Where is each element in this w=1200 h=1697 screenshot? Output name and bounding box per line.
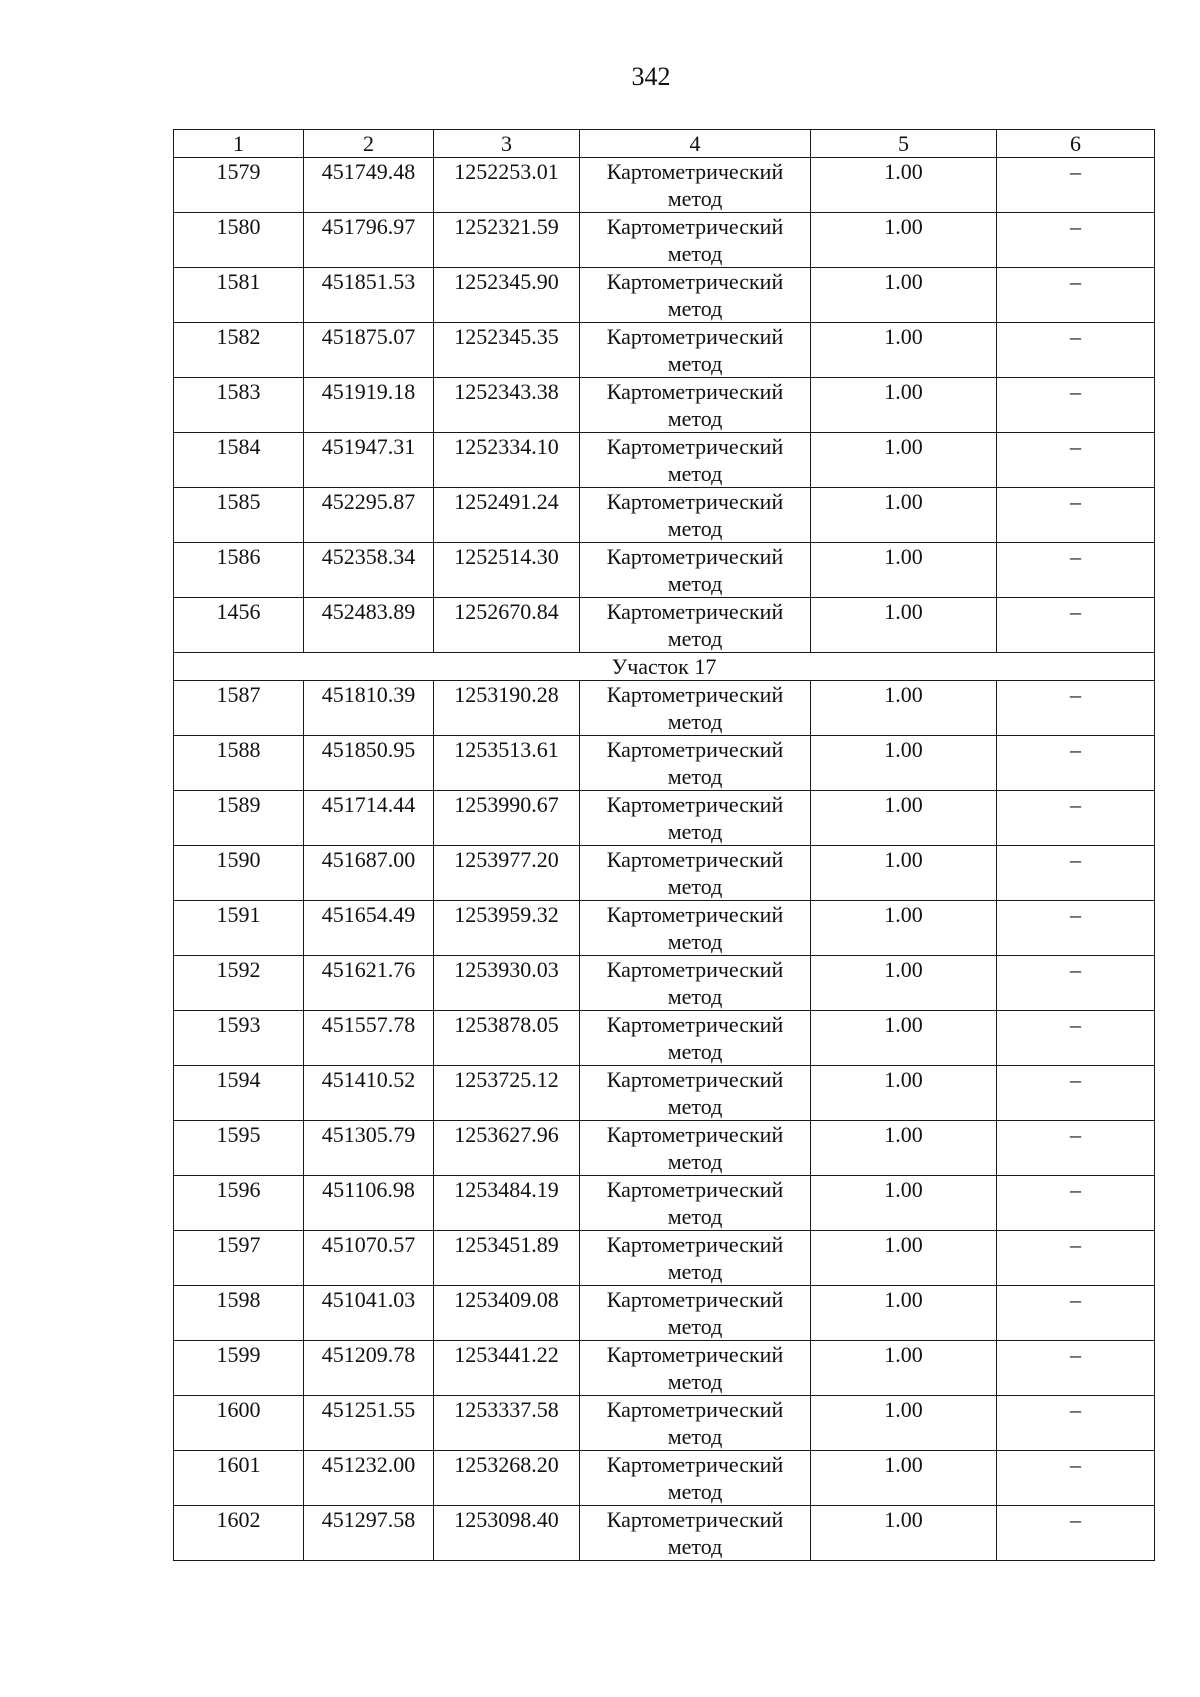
- note-cell: –: [997, 268, 1155, 323]
- method-cell: [580, 846, 811, 901]
- column-header-5: 5: [811, 130, 997, 158]
- table-row: [174, 213, 1155, 268]
- method-cell: [580, 213, 811, 268]
- method-cell: [580, 1176, 811, 1231]
- method-line-2: метод: [667, 351, 723, 376]
- table-row: [174, 598, 1155, 653]
- method-cell: [580, 1231, 811, 1286]
- point-number-cell: 1587: [174, 681, 304, 736]
- method-cell: [580, 1121, 811, 1176]
- y-coordinate-cell: 1252345.90: [434, 268, 580, 323]
- accuracy-cell: 1.00: [811, 323, 997, 378]
- method-line-2: метод: [667, 819, 723, 844]
- x-coordinate-cell: 451209.78: [304, 1341, 434, 1396]
- method-line-1: Картометрический: [606, 1122, 784, 1147]
- accuracy-cell: 1.00: [811, 158, 997, 213]
- x-coordinate-cell: 451251.55: [304, 1396, 434, 1451]
- table-row: [174, 378, 1155, 433]
- method-line-2: метод: [667, 516, 723, 541]
- method-cell: [580, 1396, 811, 1451]
- method-cell: [580, 1451, 811, 1506]
- method-cell: [580, 681, 811, 736]
- section-title: Участок 17: [174, 653, 1155, 681]
- accuracy-cell: 1.00: [811, 956, 997, 1011]
- accuracy-cell: 1.00: [811, 268, 997, 323]
- method-line-2: метод: [667, 406, 723, 431]
- table-row: [174, 1286, 1155, 1341]
- method-line-1: Картометрический: [606, 957, 784, 982]
- table-row: [174, 1396, 1155, 1451]
- method-line-1: Картометрический: [606, 214, 784, 239]
- y-coordinate-cell: 1253484.19: [434, 1176, 580, 1231]
- y-coordinate-cell: 1253451.89: [434, 1231, 580, 1286]
- point-number-cell: 1585: [174, 488, 304, 543]
- method-line-1: Картометрический: [606, 1232, 784, 1257]
- x-coordinate-cell: 451621.76: [304, 956, 434, 1011]
- method-line-2: метод: [667, 1094, 723, 1119]
- y-coordinate-cell: 1252514.30: [434, 543, 580, 598]
- table-row: [174, 736, 1155, 791]
- x-coordinate-cell: 451796.97: [304, 213, 434, 268]
- accuracy-cell: 1.00: [811, 846, 997, 901]
- point-number-cell: 1582: [174, 323, 304, 378]
- point-number-cell: 1590: [174, 846, 304, 901]
- y-coordinate-cell: 1253513.61: [434, 736, 580, 791]
- method-line-1: Картометрический: [606, 489, 784, 514]
- y-coordinate-cell: 1253977.20: [434, 846, 580, 901]
- method-line-2: метод: [667, 1369, 723, 1394]
- y-coordinate-cell: 1253098.40: [434, 1506, 580, 1561]
- accuracy-cell: 1.00: [811, 1451, 997, 1506]
- method-line-2: метод: [667, 186, 723, 211]
- accuracy-cell: 1.00: [811, 1176, 997, 1231]
- y-coordinate-cell: 1252343.38: [434, 378, 580, 433]
- x-coordinate-cell: 451714.44: [304, 791, 434, 846]
- method-line-2: метод: [667, 1534, 723, 1559]
- x-coordinate-cell: 451305.79: [304, 1121, 434, 1176]
- note-cell: –: [997, 1341, 1155, 1396]
- method-line-1: Картометрический: [606, 902, 784, 927]
- note-cell: –: [997, 433, 1155, 488]
- accuracy-cell: 1.00: [811, 791, 997, 846]
- table-row: [174, 1231, 1155, 1286]
- note-cell: –: [997, 1451, 1155, 1506]
- x-coordinate-cell: 451654.49: [304, 901, 434, 956]
- method-cell: [580, 791, 811, 846]
- note-cell: –: [997, 791, 1155, 846]
- x-coordinate-cell: 452295.87: [304, 488, 434, 543]
- method-line-2: метод: [667, 296, 723, 321]
- note-cell: –: [997, 1121, 1155, 1176]
- note-cell: –: [997, 1011, 1155, 1066]
- point-number-cell: 1591: [174, 901, 304, 956]
- method-line-2: метод: [667, 1424, 723, 1449]
- method-line-1: Картометрический: [606, 1342, 784, 1367]
- accuracy-cell: 1.00: [811, 378, 997, 433]
- method-line-2: метод: [667, 1039, 723, 1064]
- table-header: [174, 130, 1155, 158]
- table-row: [174, 901, 1155, 956]
- x-coordinate-cell: 452483.89: [304, 598, 434, 653]
- method-line-1: Картометрический: [606, 159, 784, 184]
- accuracy-cell: 1.00: [811, 1341, 997, 1396]
- accuracy-cell: 1.00: [811, 488, 997, 543]
- method-line-1: Картометрический: [606, 847, 784, 872]
- accuracy-cell: 1.00: [811, 1506, 997, 1561]
- accuracy-cell: 1.00: [811, 901, 997, 956]
- method-cell: [580, 736, 811, 791]
- note-cell: –: [997, 1506, 1155, 1561]
- y-coordinate-cell: 1253930.03: [434, 956, 580, 1011]
- method-cell: [580, 598, 811, 653]
- coordinates-table: [173, 129, 1155, 1561]
- x-coordinate-cell: 451232.00: [304, 1451, 434, 1506]
- note-cell: –: [997, 1231, 1155, 1286]
- note-cell: –: [997, 158, 1155, 213]
- method-line-2: метод: [667, 1149, 723, 1174]
- x-coordinate-cell: 451947.31: [304, 433, 434, 488]
- table-row: [174, 433, 1155, 488]
- method-line-2: метод: [667, 1259, 723, 1284]
- column-header-4: 4: [580, 130, 811, 158]
- table-row: [174, 1066, 1155, 1121]
- table-row: [174, 1506, 1155, 1561]
- method-line-1: Картометрический: [606, 1452, 784, 1477]
- note-cell: –: [997, 846, 1155, 901]
- method-cell: [580, 1066, 811, 1121]
- note-cell: –: [997, 681, 1155, 736]
- x-coordinate-cell: 451070.57: [304, 1231, 434, 1286]
- table-row: [174, 1451, 1155, 1506]
- note-cell: –: [997, 1396, 1155, 1451]
- point-number-cell: 1602: [174, 1506, 304, 1561]
- method-line-1: Картометрический: [606, 324, 784, 349]
- method-cell: [580, 1286, 811, 1341]
- note-cell: –: [997, 736, 1155, 791]
- accuracy-cell: 1.00: [811, 213, 997, 268]
- accuracy-cell: 1.00: [811, 736, 997, 791]
- method-line-1: Картометрический: [606, 792, 784, 817]
- point-number-cell: 1592: [174, 956, 304, 1011]
- method-cell: [580, 543, 811, 598]
- y-coordinate-cell: 1252491.24: [434, 488, 580, 543]
- table-row: [174, 1121, 1155, 1176]
- x-coordinate-cell: 451875.07: [304, 323, 434, 378]
- note-cell: –: [997, 598, 1155, 653]
- method-line-2: метод: [667, 461, 723, 486]
- method-line-2: метод: [667, 571, 723, 596]
- x-coordinate-cell: 451687.00: [304, 846, 434, 901]
- table-row: [174, 268, 1155, 323]
- y-coordinate-cell: 1253627.96: [434, 1121, 580, 1176]
- method-line-1: Картометрический: [606, 1012, 784, 1037]
- column-header-1: 1: [174, 130, 304, 158]
- section-row: [174, 653, 1155, 681]
- note-cell: –: [997, 543, 1155, 598]
- accuracy-cell: 1.00: [811, 598, 997, 653]
- method-cell: [580, 1506, 811, 1561]
- accuracy-cell: 1.00: [811, 1121, 997, 1176]
- method-cell: [580, 158, 811, 213]
- y-coordinate-cell: 1252670.84: [434, 598, 580, 653]
- method-line-1: Картометрический: [606, 682, 784, 707]
- note-cell: –: [997, 1066, 1155, 1121]
- x-coordinate-cell: 451297.58: [304, 1506, 434, 1561]
- table-row: [174, 956, 1155, 1011]
- table-row: [174, 543, 1155, 598]
- accuracy-cell: 1.00: [811, 1231, 997, 1286]
- accuracy-cell: 1.00: [811, 681, 997, 736]
- table-row: [174, 158, 1155, 213]
- method-line-1: Картометрический: [606, 737, 784, 762]
- table-body: [174, 158, 1155, 1561]
- x-coordinate-cell: 451410.52: [304, 1066, 434, 1121]
- table-row: [174, 1011, 1155, 1066]
- method-line-1: Картометрический: [606, 1177, 784, 1202]
- x-coordinate-cell: 451919.18: [304, 378, 434, 433]
- column-header-2: 2: [304, 130, 434, 158]
- point-number-cell: 1596: [174, 1176, 304, 1231]
- point-number-cell: 1601: [174, 1451, 304, 1506]
- y-coordinate-cell: 1253878.05: [434, 1011, 580, 1066]
- accuracy-cell: 1.00: [811, 1396, 997, 1451]
- y-coordinate-cell: 1252321.59: [434, 213, 580, 268]
- note-cell: –: [997, 378, 1155, 433]
- y-coordinate-cell: 1253990.67: [434, 791, 580, 846]
- note-cell: –: [997, 956, 1155, 1011]
- method-line-1: Картометрический: [606, 599, 784, 624]
- x-coordinate-cell: 452358.34: [304, 543, 434, 598]
- table-row: [174, 323, 1155, 378]
- method-line-2: метод: [667, 626, 723, 651]
- method-line-2: метод: [667, 1204, 723, 1229]
- note-cell: –: [997, 901, 1155, 956]
- method-line-2: метод: [667, 874, 723, 899]
- method-cell: [580, 488, 811, 543]
- point-number-cell: 1600: [174, 1396, 304, 1451]
- method-line-2: метод: [667, 1479, 723, 1504]
- point-number-cell: 1588: [174, 736, 304, 791]
- method-line-1: Картометрический: [606, 544, 784, 569]
- point-number-cell: 1598: [174, 1286, 304, 1341]
- point-number-cell: 1580: [174, 213, 304, 268]
- method-line-1: Картометрический: [606, 269, 784, 294]
- y-coordinate-cell: 1253725.12: [434, 1066, 580, 1121]
- method-cell: [580, 956, 811, 1011]
- y-coordinate-cell: 1253337.58: [434, 1396, 580, 1451]
- y-coordinate-cell: 1253190.28: [434, 681, 580, 736]
- accuracy-cell: 1.00: [811, 433, 997, 488]
- method-cell: [580, 1011, 811, 1066]
- note-cell: –: [997, 213, 1155, 268]
- x-coordinate-cell: 451041.03: [304, 1286, 434, 1341]
- table-row: [174, 681, 1155, 736]
- page-number: 342: [631, 62, 671, 91]
- method-cell: [580, 433, 811, 488]
- column-header-6: 6: [997, 130, 1155, 158]
- accuracy-cell: 1.00: [811, 543, 997, 598]
- point-number-cell: 1594: [174, 1066, 304, 1121]
- point-number-cell: 1581: [174, 268, 304, 323]
- point-number-cell: 1579: [174, 158, 304, 213]
- method-line-1: Картометрический: [606, 1067, 784, 1092]
- x-coordinate-cell: 451557.78: [304, 1011, 434, 1066]
- point-number-cell: 1583: [174, 378, 304, 433]
- x-coordinate-cell: 451106.98: [304, 1176, 434, 1231]
- method-line-2: метод: [667, 929, 723, 954]
- x-coordinate-cell: 451851.53: [304, 268, 434, 323]
- point-number-cell: 1593: [174, 1011, 304, 1066]
- y-coordinate-cell: 1253959.32: [434, 901, 580, 956]
- method-cell: [580, 378, 811, 433]
- y-coordinate-cell: 1252345.35: [434, 323, 580, 378]
- method-line-1: Картометрический: [606, 1287, 784, 1312]
- point-number-cell: 1589: [174, 791, 304, 846]
- table-row: [174, 1341, 1155, 1396]
- table-row: [174, 791, 1155, 846]
- y-coordinate-cell: 1252334.10: [434, 433, 580, 488]
- point-number-cell: 1595: [174, 1121, 304, 1176]
- point-number-cell: 1597: [174, 1231, 304, 1286]
- method-cell: [580, 268, 811, 323]
- point-number-cell: 1599: [174, 1341, 304, 1396]
- table-row: [174, 488, 1155, 543]
- accuracy-cell: 1.00: [811, 1066, 997, 1121]
- x-coordinate-cell: 451850.95: [304, 736, 434, 791]
- note-cell: –: [997, 323, 1155, 378]
- method-line-2: метод: [667, 241, 723, 266]
- table-row: [174, 846, 1155, 901]
- method-cell: [580, 1341, 811, 1396]
- accuracy-cell: 1.00: [811, 1286, 997, 1341]
- method-line-1: Картометрический: [606, 1507, 784, 1532]
- x-coordinate-cell: 451749.48: [304, 158, 434, 213]
- x-coordinate-cell: 451810.39: [304, 681, 434, 736]
- method-line-1: Картометрический: [606, 379, 784, 404]
- point-number-cell: 1456: [174, 598, 304, 653]
- point-number-cell: 1584: [174, 433, 304, 488]
- method-line-2: метод: [667, 984, 723, 1009]
- y-coordinate-cell: 1253409.08: [434, 1286, 580, 1341]
- method-line-2: метод: [667, 1314, 723, 1339]
- method-line-2: метод: [667, 764, 723, 789]
- method-line-1: Картометрический: [606, 1397, 784, 1422]
- header-row: [174, 130, 1155, 158]
- table-row: [174, 1176, 1155, 1231]
- y-coordinate-cell: 1252253.01: [434, 158, 580, 213]
- y-coordinate-cell: 1253441.22: [434, 1341, 580, 1396]
- y-coordinate-cell: 1253268.20: [434, 1451, 580, 1506]
- method-line-2: метод: [667, 709, 723, 734]
- column-header-3: 3: [434, 130, 580, 158]
- note-cell: –: [997, 1286, 1155, 1341]
- method-cell: [580, 901, 811, 956]
- point-number-cell: 1586: [174, 543, 304, 598]
- method-line-1: Картометрический: [606, 434, 784, 459]
- note-cell: –: [997, 488, 1155, 543]
- accuracy-cell: 1.00: [811, 1011, 997, 1066]
- method-cell: [580, 323, 811, 378]
- note-cell: –: [997, 1176, 1155, 1231]
